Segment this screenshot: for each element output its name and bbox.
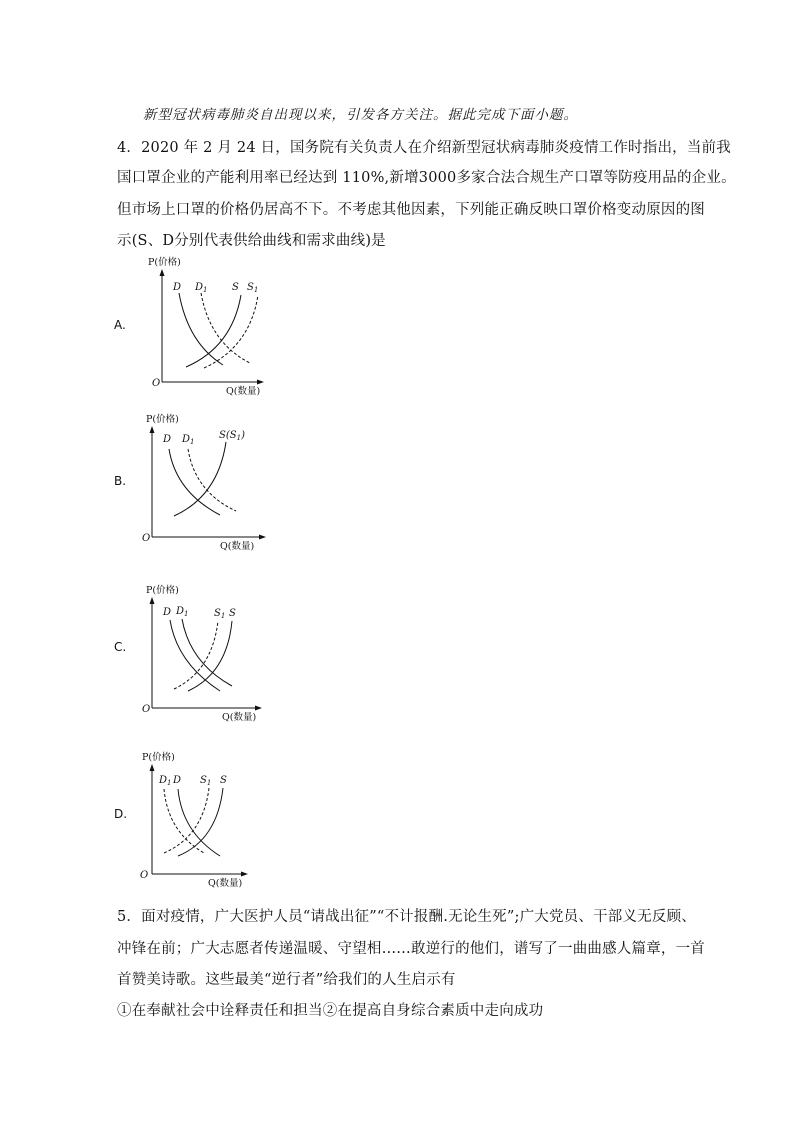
supply-curve-s	[178, 788, 223, 856]
x-axis-label: Q(数量)	[208, 878, 243, 889]
question-4-line-3: 但市场上口罩的价格仍居高不下。不考虑其他因素，下列能正确反映口罩价格变动原因的图	[117, 202, 705, 218]
curve-label-s: S	[232, 282, 239, 293]
option-c-label: C.	[114, 640, 127, 654]
y-axis-arrow	[150, 597, 155, 604]
curve-label-d: D	[163, 434, 172, 445]
demand-curve-d	[170, 620, 220, 691]
option-b-label: B.	[114, 474, 127, 488]
question-5-line-3: 首赞美诗歌。这些最美“逆行者”给我们的人生启示有	[117, 972, 456, 988]
option-a-label: A.	[114, 318, 126, 332]
question-5-line-1: 5．面对疫情，广大医护人员“请战出征”“不计报酬.无论生死”;广大党员、干部义无反顾、	[117, 909, 696, 925]
y-axis-arrow	[150, 764, 155, 771]
option-d-label: D.	[114, 807, 128, 821]
question-5-line-4: ①在奉献社会中诠释责任和担当②在提高自身综合素质中走向成功	[117, 1003, 544, 1019]
y-axis-label: P(价格)	[148, 257, 181, 268]
x-axis-label: Q(数量)	[220, 541, 255, 552]
x-axis-arrow	[241, 872, 248, 877]
curve-label-d1: $D_1$	[159, 775, 172, 787]
origin-label: O	[140, 870, 149, 881]
option-c-graph	[140, 583, 280, 728]
question-4-line-1: 4．2020 年 2 月 24 日，国务院有关负责人在介绍新型冠状病毒肺炎疫情工作时指出，当前我	[117, 140, 731, 156]
x-axis-arrow	[257, 380, 264, 385]
curve-label-d: D	[173, 282, 182, 293]
y-axis-label: P(价格)	[146, 585, 179, 596]
curve-label-s1: $S_1$	[247, 282, 259, 294]
curve-label-d1: $D_1$	[176, 606, 189, 618]
y-axis-arrow	[150, 426, 155, 433]
curve-label-s: S	[229, 608, 236, 619]
question-5-line-2: 冲锋在前；广大志愿者传递温暖、守望相……敢逆行的他们，谱写了一曲曲感人篇章，一首	[117, 941, 705, 957]
curve-label-s1: $S_1$	[200, 775, 212, 787]
curve-label-s: S	[220, 775, 227, 786]
supply-curve-s	[186, 295, 241, 367]
option-b-graph	[140, 412, 280, 557]
curve-label-s-s1: $S(S_1)$	[219, 430, 245, 442]
y-axis-arrow	[160, 269, 165, 276]
origin-label: O	[152, 378, 161, 389]
section-intro: 新型冠状病毒肺炎自出现以来，引发各方关注。据此完成下面小题。	[143, 107, 578, 123]
question-4-line-4: 示(S、D分别代表供给曲线和需求曲线)是	[117, 233, 386, 249]
curve-label-d: D	[173, 775, 182, 786]
supply-curve-s	[174, 442, 226, 516]
supply-curve-s	[188, 621, 232, 691]
x-axis-arrow	[255, 706, 262, 711]
curve-label-d: D	[163, 607, 172, 618]
x-axis-label: Q(数量)	[222, 712, 257, 723]
x-axis-label: Q(数量)	[226, 386, 261, 397]
demand-curve-d1	[188, 449, 236, 511]
origin-label: O	[142, 533, 151, 544]
y-axis-label: P(价格)	[142, 752, 175, 763]
demand-curve-d1	[201, 293, 250, 363]
option-a-graph	[140, 255, 280, 400]
y-axis-label: P(价格)	[146, 414, 179, 425]
origin-label: O	[142, 704, 151, 715]
curve-label-d1: $D_1$	[195, 282, 208, 294]
option-d-graph	[140, 750, 280, 895]
curve-label-d1: $D_1$	[182, 434, 195, 446]
curve-label-s1: $S_1$	[214, 608, 226, 620]
question-4-line-2: 国口罩企业的产能利用率已经达到 110%,新增3000多家合法合规生产口罩等防疫用品的企业。	[117, 170, 736, 186]
x-axis-arrow	[259, 535, 266, 540]
demand-curve-d	[179, 293, 223, 365]
